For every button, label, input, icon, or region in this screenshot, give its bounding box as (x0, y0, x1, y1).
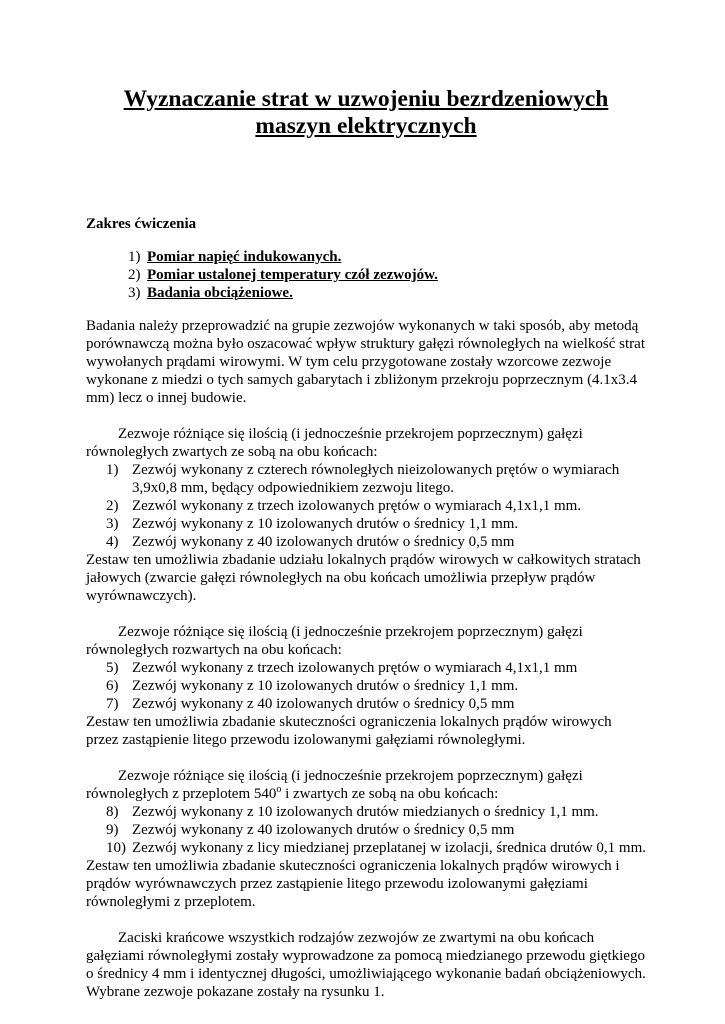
list-item-number: 10) (106, 840, 126, 856)
list-item-number: 9) (106, 822, 119, 838)
list-item-number: 6) (106, 678, 119, 694)
scope-item-text: Pomiar napięć indukowanych. (147, 249, 342, 265)
list-item-text: Zezwój wykonany z 40 izolowanych drutów o średnicy 0,5 mm (132, 534, 515, 550)
title-line-2: maszyn elektrycznych (255, 113, 477, 139)
list-item-number: 7) (106, 696, 119, 712)
list-item (106, 695, 646, 713)
list-item-text: Zezwól wykonany z trzech izolowanych prętów o wymiarach 4,1x1,1 mm. (132, 498, 582, 514)
list-item-text: Zezwój wykonany z 40 izolowanych drutów o średnicy 0,5 mm (132, 696, 515, 712)
list-item-text: Zezwój wykonany z 10 izolowanych drutów miedzianych o średnicy 1,1 mm. (132, 804, 599, 820)
group1-list (86, 461, 646, 551)
closing-paragraph: Zaciski krańcowe wszystkich rodzajów zezwojów ze zwartymi na obu końcach gałęziami równoległymi zostały wyprowadzone za pomocą miedzianego przewodu giętkiego o średnicy 4 mm i identycznej długości, umożliwiającego wykonanie badań obciążeniowych. Wybrane zezwoje pokazane zostały na rysunku 1. (86, 930, 646, 1000)
list-item-text: Zezwój wykonany z 10 izolowanych drutów o średnicy 1,1 mm. (132, 516, 519, 532)
scope-item-number: 2) (128, 267, 141, 283)
title-line-1: Wyznaczanie strat w uzwojeniu bezrdzeniowych (123, 86, 609, 112)
list-item-number: 4) (106, 534, 119, 550)
list-item (106, 515, 646, 533)
scope-item-text: Badania obciążeniowe. (147, 285, 293, 301)
group1-lead: Zezwoje różniące się ilością (i jednocześnie przekrojem poprzecznym) gałęzi równoległych zwartych ze sobą na obu końcach: (86, 426, 583, 460)
scope-item-number: 3) (128, 285, 141, 301)
scope-item-number: 1) (128, 249, 141, 265)
list-item (106, 803, 646, 821)
group3-list (86, 803, 646, 857)
scope-item (128, 284, 646, 302)
list-item (106, 821, 646, 839)
list-item-number: 1) (106, 462, 119, 478)
document-title (86, 86, 646, 140)
list-item-number: 5) (106, 660, 119, 676)
scope-item (128, 248, 646, 266)
group2-conclusion: Zestaw ten umożliwia zbadanie skuteczności ograniczenia lokalnych prądów wirowych przez zastąpienie litego przewodu izolowanymi gałęziami równoległymi. (86, 714, 612, 748)
list-item (106, 839, 646, 857)
list-item (106, 659, 646, 677)
list-item-text: Zezwój wykonany z licy miedzianej przeplatanej w izolacji, średnica drutów 0,1 mm. (132, 840, 646, 856)
degree-superscript: o (276, 784, 282, 795)
group2-list (86, 659, 646, 713)
document-page (86, 86, 646, 1001)
group1-conclusion: Zestaw ten umożliwia zbadanie udziału lokalnych prądów wirowych w całkowitych stratach jałowych (zwarcie gałęzi równoległych na obu końcach umożliwia przepływ prądów wyrównawczych). (86, 552, 641, 604)
group3-lead (86, 767, 646, 803)
scope-item-text: Pomiar ustalonej temperatury czół zezwojów. (147, 267, 438, 283)
scope-heading: Zakres ćwiczenia (86, 216, 197, 232)
list-item (106, 497, 646, 515)
group3-lead-part2: i zwartych ze sobą na obu końcach: (281, 786, 499, 802)
list-item-text: Zezwój wykonany z czterech równoległych nieizolowanych prętów o wymiarach 3,9x0,8 mm, będący odpowiednikiem zezwoju litego. (132, 462, 620, 496)
list-item-text: Zezwój wykonany z 40 izolowanych drutów o średnicy 0,5 mm (132, 822, 515, 838)
list-item-text: Zezwól wykonany z trzech izolowanych prętów o wymiarach 4,1x1,1 mm (132, 660, 578, 676)
list-item-text: Zezwój wykonany z 10 izolowanych drutów o średnicy 1,1 mm. (132, 678, 519, 694)
list-item-number: 2) (106, 498, 119, 514)
scope-item (128, 266, 646, 284)
list-item (106, 533, 646, 551)
group3-conclusion: Zestaw ten umożliwia zbadanie skuteczności ograniczenia lokalnych prądów wirowych i prądów wyrównawczych przez zastąpienie litego przewodu izolowanymi gałęziami równoległymi z przeplotem. (86, 858, 620, 910)
scope-list (86, 248, 646, 302)
list-item (106, 677, 646, 695)
group2-lead: Zezwoje różniące się ilością (i jednocześnie przekrojem poprzecznym) gałęzi równoległych rozwartych na obu końcach: (86, 624, 583, 658)
intro-paragraph: Badania należy przeprowadzić na grupie zezwojów wykonanych w taki sposób, aby metodą porównawczą można było oszacować wpływ struktury gałęzi równoległych na wielkość strat wywołanych prądami wirowymi. W tym celu przygotowane zostały wzorcowe zezwoje wykonane z miedzi o tych samych gabarytach i zbliżonym przekroju poprzecznym (4.1x3.4 mm) lecz o innej budowie. (86, 318, 645, 406)
list-item (106, 461, 646, 497)
list-item-number: 3) (106, 516, 119, 532)
list-item-number: 8) (106, 804, 119, 820)
group3-lead-part1: Zezwoje różniące się ilością (i jednocześnie przekrojem poprzecznym) gałęzi równoległych z przeplotem 540 (86, 768, 583, 802)
